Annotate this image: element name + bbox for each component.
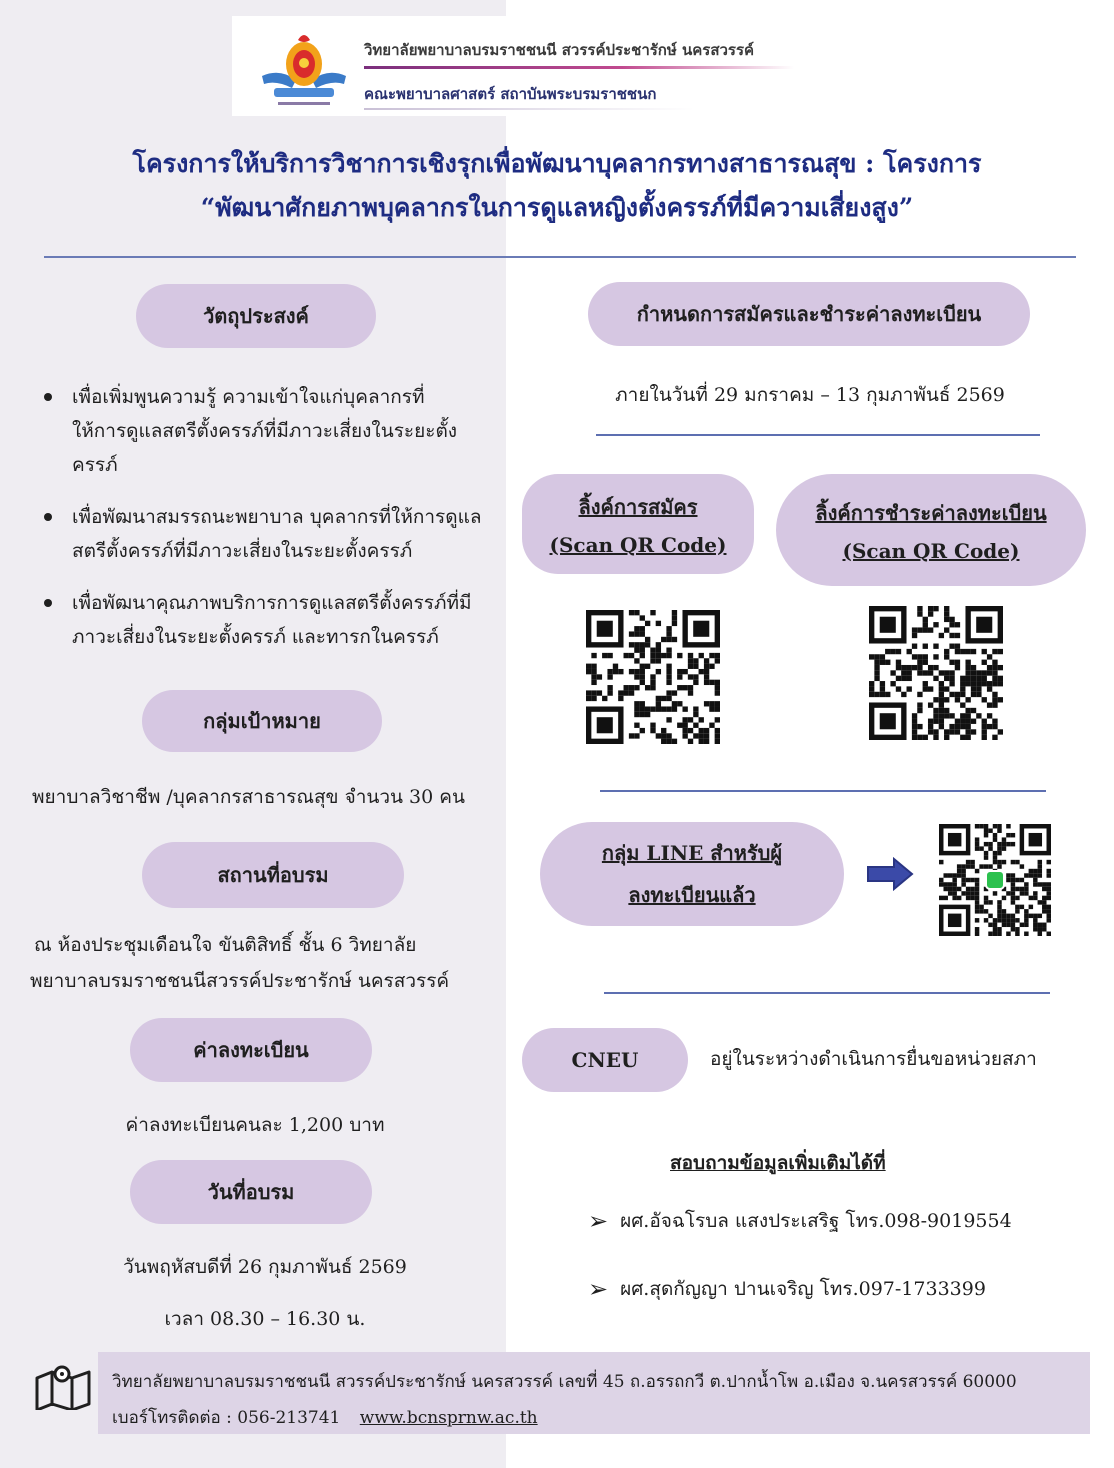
contact-heading: สอบถามข้อมูลเพิ่มเติมได้ที่ bbox=[670, 1152, 886, 1174]
check-arrow-icon: ➢ bbox=[588, 1275, 609, 1303]
faculty-name: คณะพยาบาลศาสตร์ สถาบันพระบรมราชชนก bbox=[364, 85, 657, 103]
target-group-heading: กลุ่มเป้าหมาย bbox=[142, 690, 382, 752]
payment-link-label[interactable]: ลิ้งค์การชำระค่าลงทะเบียน bbox=[815, 501, 1047, 525]
venue-heading: สถานที่อบรม bbox=[142, 842, 404, 908]
title-divider bbox=[44, 256, 1076, 258]
venue-line1: ณ ห้องประชุมเดือนใจ ขันติสิทธิ์ ชั้น 6 วิทยาลัย bbox=[34, 934, 417, 956]
right-arrow-icon bbox=[866, 857, 914, 891]
contact-item bbox=[588, 1206, 1012, 1236]
cneu-status: อยู่ในระหว่างดำเนินการยื่นขอหน่วยสภา bbox=[710, 1048, 1037, 1070]
payment-link-box[interactable] bbox=[776, 474, 1086, 586]
contact-person: ผศ.สุดกัญญา ปานเจริญ โทร.097-1733399 bbox=[620, 1278, 986, 1300]
objectives-heading: วัตถุประสงค์ bbox=[136, 284, 376, 348]
footer-phone: เบอร์โทรติดต่อ : 056-213741 bbox=[112, 1408, 341, 1428]
objectives-list bbox=[44, 380, 494, 672]
list-item: เพื่อพัฒนาคุณภาพบริการการดูแลสตรีตั้งครรภ์ที่มีภาวะเสี่ยงในระยะตั้งครรภ์ และทารกในครรภ์ bbox=[44, 586, 494, 654]
section-divider bbox=[600, 790, 1046, 792]
apply-qr-label: (Scan QR Code) bbox=[549, 533, 727, 557]
fee-heading: ค่าลงทะเบียน bbox=[130, 1018, 372, 1082]
project-title-line2: “พัฒนาศักยภาพบุคลากรในการดูแลหญิงตั้งครรภ์ที่มีความเสี่ยงสูง” bbox=[200, 193, 914, 222]
line-group-box[interactable] bbox=[540, 822, 844, 926]
venue-line2: พยาบาลบรมราชชนนีสวรรค์ประชารักษ์ นครสวรรค์ bbox=[30, 970, 450, 992]
header-divider bbox=[364, 66, 794, 69]
fee-text: ค่าลงทะเบียนคนละ 1,200 บาท bbox=[125, 1114, 385, 1136]
payment-qr-code[interactable] bbox=[868, 606, 1004, 740]
training-time-text: เวลา 08.30 – 16.30 น. bbox=[164, 1308, 366, 1330]
section-divider bbox=[604, 992, 1050, 994]
cneu-label: CNEU bbox=[522, 1028, 688, 1092]
college-name: วิทยาลัยพยาบาลบรมราชชนนี สวรรค์ประชารักษ์ นครสวรรค์ bbox=[364, 41, 755, 59]
header-divider bbox=[364, 108, 694, 110]
check-arrow-icon: ➢ bbox=[588, 1207, 609, 1235]
contact-person: ผศ.อัจฉโรบล แสงประเสริฐ โทร.098-9019554 bbox=[620, 1210, 1012, 1232]
target-group-text: พยาบาลวิชาชีพ /บุคลากรสาธารณสุข จำนวน 30 คน bbox=[32, 786, 465, 808]
contact-item bbox=[588, 1274, 986, 1304]
apply-link-box[interactable] bbox=[522, 474, 754, 574]
project-title-line1: โครงการให้บริการวิชาการเชิงรุกเพื่อพัฒนาบุคลากรทางสาธารณสุข : โครงการ bbox=[132, 149, 982, 178]
training-date-text: วันพฤหัสบดีที่ 26 กุมภาพันธ์ 2569 bbox=[123, 1256, 407, 1278]
payment-qr-label: (Scan QR Code) bbox=[842, 539, 1020, 563]
map-icon bbox=[34, 1364, 92, 1410]
apply-qr-code[interactable] bbox=[586, 610, 720, 744]
footer-address: วิทยาลัยพยาบาลบรมราชชนนี สวรรค์ประชารักษ์ นครสวรรค์ เลขที่ 45 ถ.อรรถกวี ต.ปากน้ำโพ อ.เมือง จ.นครสวรรค์ 60000 bbox=[112, 1372, 1017, 1392]
website-link[interactable]: www.bcnsprnw.ac.th bbox=[359, 1408, 538, 1428]
registration-heading: กำหนดการสมัครและชำระค่าลงทะเบียน bbox=[588, 282, 1030, 346]
line-app-icon bbox=[985, 870, 1005, 890]
line-group-label-2[interactable]: ลงทะเบียนแล้ว bbox=[628, 883, 756, 907]
list-item: เพื่อเพิ่มพูนความรู้ ความเข้าใจแก่บุคลากรที่ให้การดูแลสตรีตั้งครรภ์ที่มีภาวะเสี่ยงในระยะตั้งครรภ์ bbox=[44, 380, 474, 482]
registration-period: ภายในวันที่ 29 มกราคม – 13 กุมภาพันธ์ 2569 bbox=[615, 384, 1005, 406]
apply-link-label[interactable]: ลิ้งค์การสมัคร bbox=[578, 495, 698, 519]
training-date-heading: วันที่อบรม bbox=[130, 1160, 372, 1224]
section-divider bbox=[596, 434, 1040, 436]
line-group-label-1[interactable]: กลุ่ม LINE สำหรับผู้ bbox=[601, 841, 783, 865]
list-item: เพื่อพัฒนาสมรรถนะพยาบาล บุคลากรที่ให้การดูแลสตรีตั้งครรภ์ที่มีภาวะเสี่ยงในระยะตั้งครรภ์ bbox=[44, 500, 484, 568]
institution-logo-icon bbox=[256, 30, 352, 114]
